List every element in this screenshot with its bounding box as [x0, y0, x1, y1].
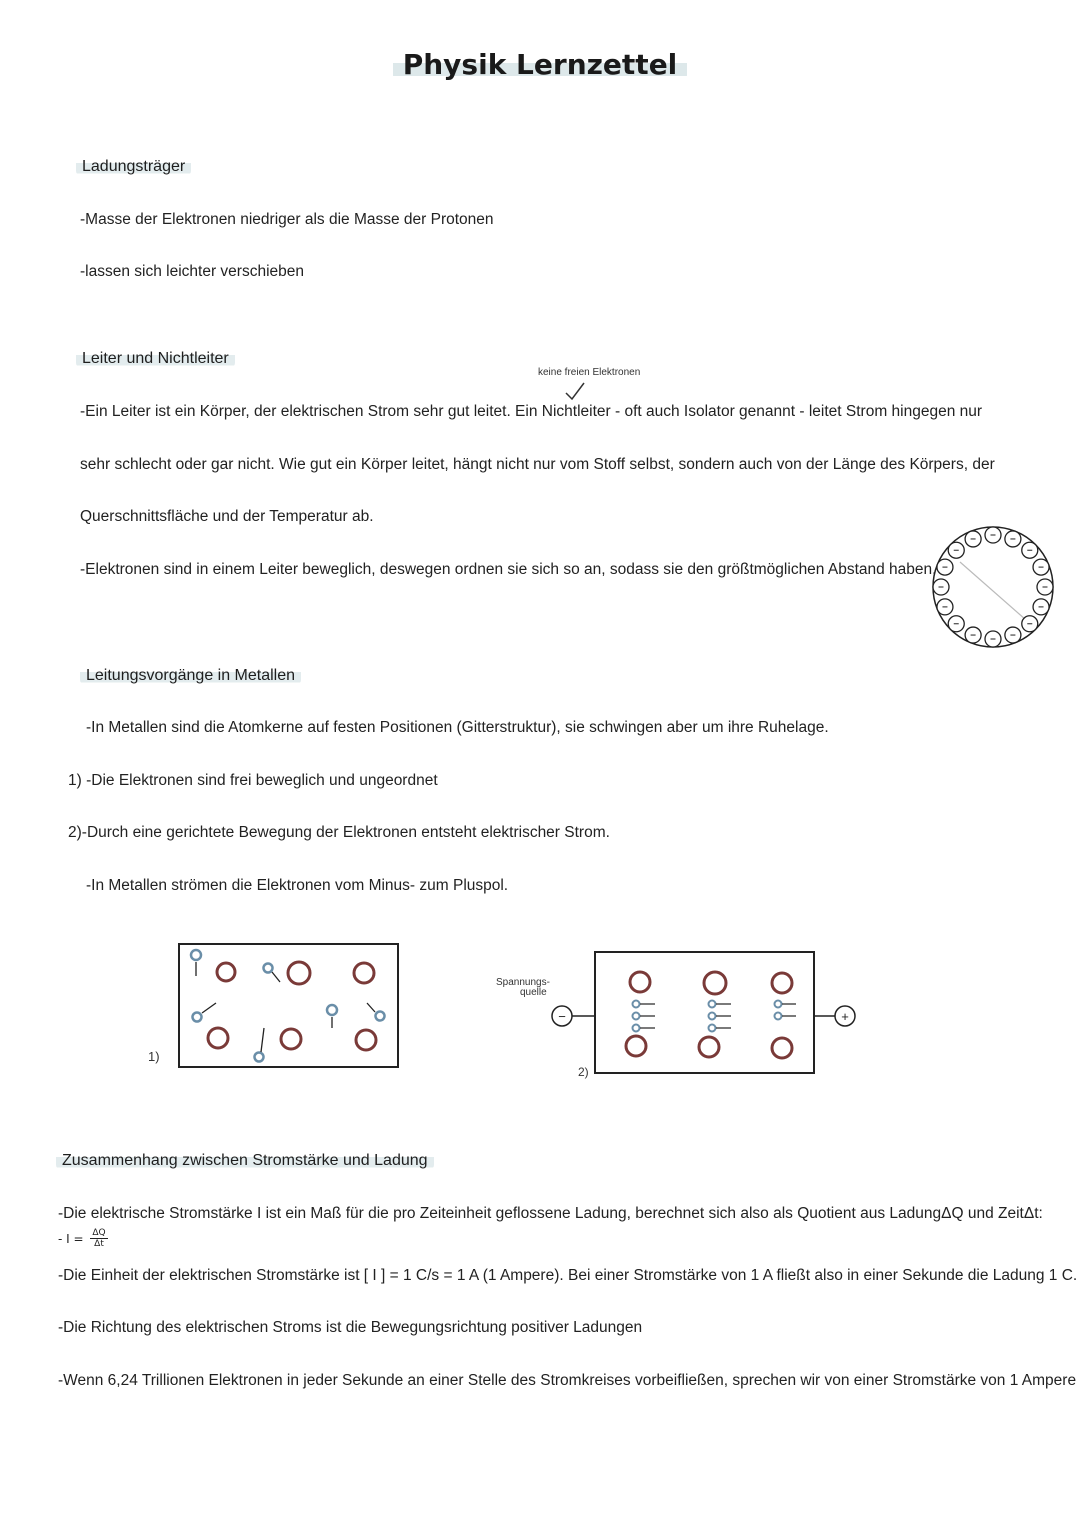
- text-line: -Die elektrische Stromstärke I ist ein Maß für die pro Zeiteinheit geflossene Ladung, berechnet sich also als Quotient aus LadungΔQ und ZeitΔt:: [58, 1205, 1043, 1222]
- source-label-2: quelle: [520, 987, 547, 998]
- figure-disordered-electrons: [140, 940, 410, 1075]
- text-line: -Wenn 6,24 Trillionen Elektronen in jeder Sekunde an einer Stelle des Stromkreises vorbeifließen, sprechen wir von einer Stromstärke von 1 Ampere: [58, 1372, 1077, 1389]
- text-line: 2)-Durch eine gerichtete Bewegung der Elektronen entsteht elektrischer Strom.: [68, 824, 610, 841]
- figure-2-label: 2): [578, 1065, 589, 1079]
- text-line: 1) -Die Elektronen sind frei beweglich und ungeordnet: [68, 772, 438, 789]
- minus-sign: −: [558, 1009, 566, 1024]
- source-label: Spannungs-: [496, 977, 550, 988]
- text-line: -Ein Leiter ist ein Körper, der elektrischen Strom sehr gut leitet. Ein Nichtleiter - oft auch Isolator genannt - leitet Strom hingegen nur: [80, 403, 983, 420]
- formula-numerator: ΔQ: [92, 1228, 106, 1238]
- text-line: -In Metallen strömen die Elektronen vom Minus- zum Pluspol.: [86, 877, 509, 894]
- page-title: Physik Lernzettel: [0, 48, 1080, 81]
- check-arrow-icon: [560, 380, 590, 402]
- heading-stromstaerke: Zusammenhang zwischen Stromstärke und Ladung: [56, 1152, 434, 1170]
- text-line: Querschnittsfläche und der Temperatur ab.: [80, 508, 374, 525]
- text-line: -In Metallen sind die Atomkerne auf festen Positionen (Gitterstruktur), sie schwingen aber um ihre Ruhelage.: [86, 719, 829, 736]
- formula-denominator: Δt: [94, 1239, 104, 1249]
- formula-current: [58, 1228, 108, 1249]
- text-line: -Masse der Elektronen niedriger als die Masse der Protonen: [80, 211, 494, 228]
- heading-metalle: Leitungsvorgänge in Metallen: [80, 667, 301, 685]
- plus-sign: +: [841, 1009, 849, 1024]
- text-line: -lassen sich leichter verschieben: [80, 263, 304, 280]
- annotation-keine-freien: keine freien Elektronen: [538, 367, 641, 378]
- formula-prefix: - I =: [58, 1231, 84, 1246]
- conductor-electron-ring-diagram: [928, 522, 1058, 652]
- text-line: -Die Richtung des elektrischen Stroms ist die Bewegungsrichtung positiver Ladungen: [58, 1319, 643, 1336]
- heading-ladungstraeger: Ladungsträger: [76, 158, 191, 176]
- text-line: sehr schlecht oder gar nicht. Wie gut ein Körper leitet, hängt nicht nur vom Stoff selbst, sondern auch von der Länge des Körpers, der: [80, 456, 995, 473]
- heading-leiter: Leiter und Nichtleiter: [76, 350, 235, 368]
- figure-1-label: 1): [148, 1049, 160, 1064]
- figure-directed-electrons: [490, 940, 870, 1085]
- text-line: -Die Einheit der elektrischen Stromstärke ist [ I ] = 1 C/s = 1 A (1 Ampere). Bei einer Stromstärke von 1 A fließt also in einer Sekunde die Ladung 1 C.: [58, 1267, 1078, 1284]
- text-line: -Elektronen sind in einem Leiter beweglich, deswegen ordnen sie sich so an, sodass sie den größtmöglichen Abstand haben.: [80, 561, 937, 578]
